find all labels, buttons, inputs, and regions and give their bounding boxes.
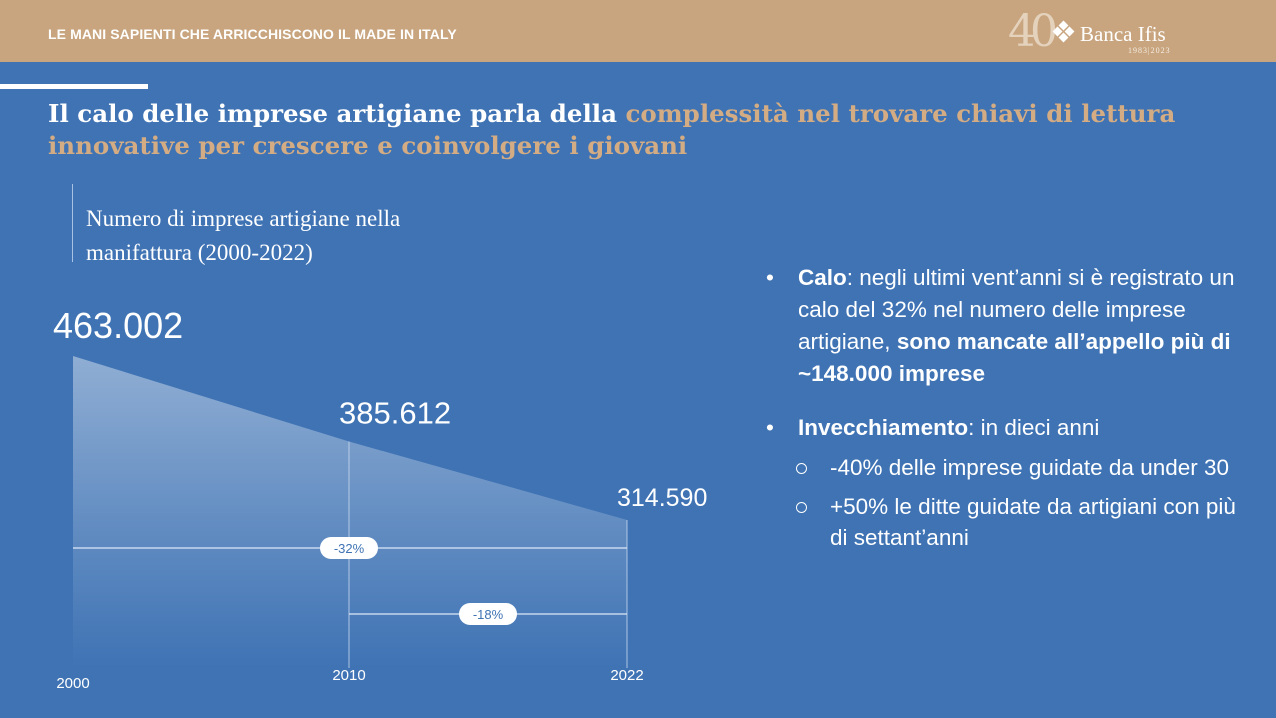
bullet-bold-tail: sono mancate all’appello più di ~148.000 imprese — [798, 329, 1231, 386]
logo-years: 1983|2023 — [1128, 46, 1171, 55]
sub-bullet-over70 — [766, 491, 1256, 553]
x-tick-2022: 2022 — [610, 667, 644, 684]
banca-ifis-logo — [1008, 6, 1188, 56]
page-headline — [48, 98, 1228, 162]
top-bar — [0, 0, 1276, 62]
bullet-invecchiamento — [766, 412, 1256, 444]
headline-plain: Il calo delle imprese artigiane parla della — [48, 99, 626, 128]
bullet-bold: Invecchiamento — [798, 415, 969, 440]
section-title: LE MANI SAPIENTI CHE ARRICCHISCONO IL MADE IN ITALY — [48, 26, 457, 42]
area-chart — [0, 290, 740, 710]
chart-title: Numero di imprese artigiane nella manifattura (2000-2022) — [86, 206, 401, 265]
circle-bullet-icon — [796, 502, 807, 513]
bullet-dot: • — [766, 415, 774, 440]
x-tick-2010: 2010 — [332, 667, 366, 684]
sub-bullet-text: -40% delle imprese guidate da under 30 — [830, 455, 1230, 480]
range-label-2000-2022: -32% — [333, 541, 365, 556]
bullet-calo — [766, 262, 1256, 390]
logo-diamond-icon — [1048, 18, 1080, 50]
bullet-list — [766, 262, 1256, 553]
bullet-text: : negli ultimi vent’anni si è registrato un calo del 32% nel numero delle imprese artigiane, — [798, 265, 1235, 354]
bullet-bold: Calo — [798, 265, 847, 290]
chart-title-block — [72, 184, 446, 265]
range-label-2010-2022: -18% — [472, 607, 504, 622]
value-label-2000: 463.002 — [53, 305, 184, 346]
accent-divider — [0, 84, 148, 89]
bullet-dot: • — [766, 265, 774, 290]
circle-bullet-icon — [796, 463, 807, 474]
headline-highlight: complessità nel trovare chiavi di lettura innovative per crescere e coinvolgere i giovani — [48, 99, 1176, 160]
bullet-text: : in dieci anni — [968, 415, 1100, 440]
x-tick-2000: 2000 — [56, 675, 90, 692]
value-label-2010: 385.612 — [339, 395, 452, 431]
logo-forty: 40 — [1008, 6, 1052, 57]
sub-bullet-text: +50% le ditte guidate da artigiani con più di settant’anni — [830, 494, 1236, 550]
logo-name: Banca Ifis — [1080, 22, 1166, 46]
value-label-2022: 314.590 — [617, 484, 708, 512]
sub-bullet-under30 — [766, 452, 1256, 483]
